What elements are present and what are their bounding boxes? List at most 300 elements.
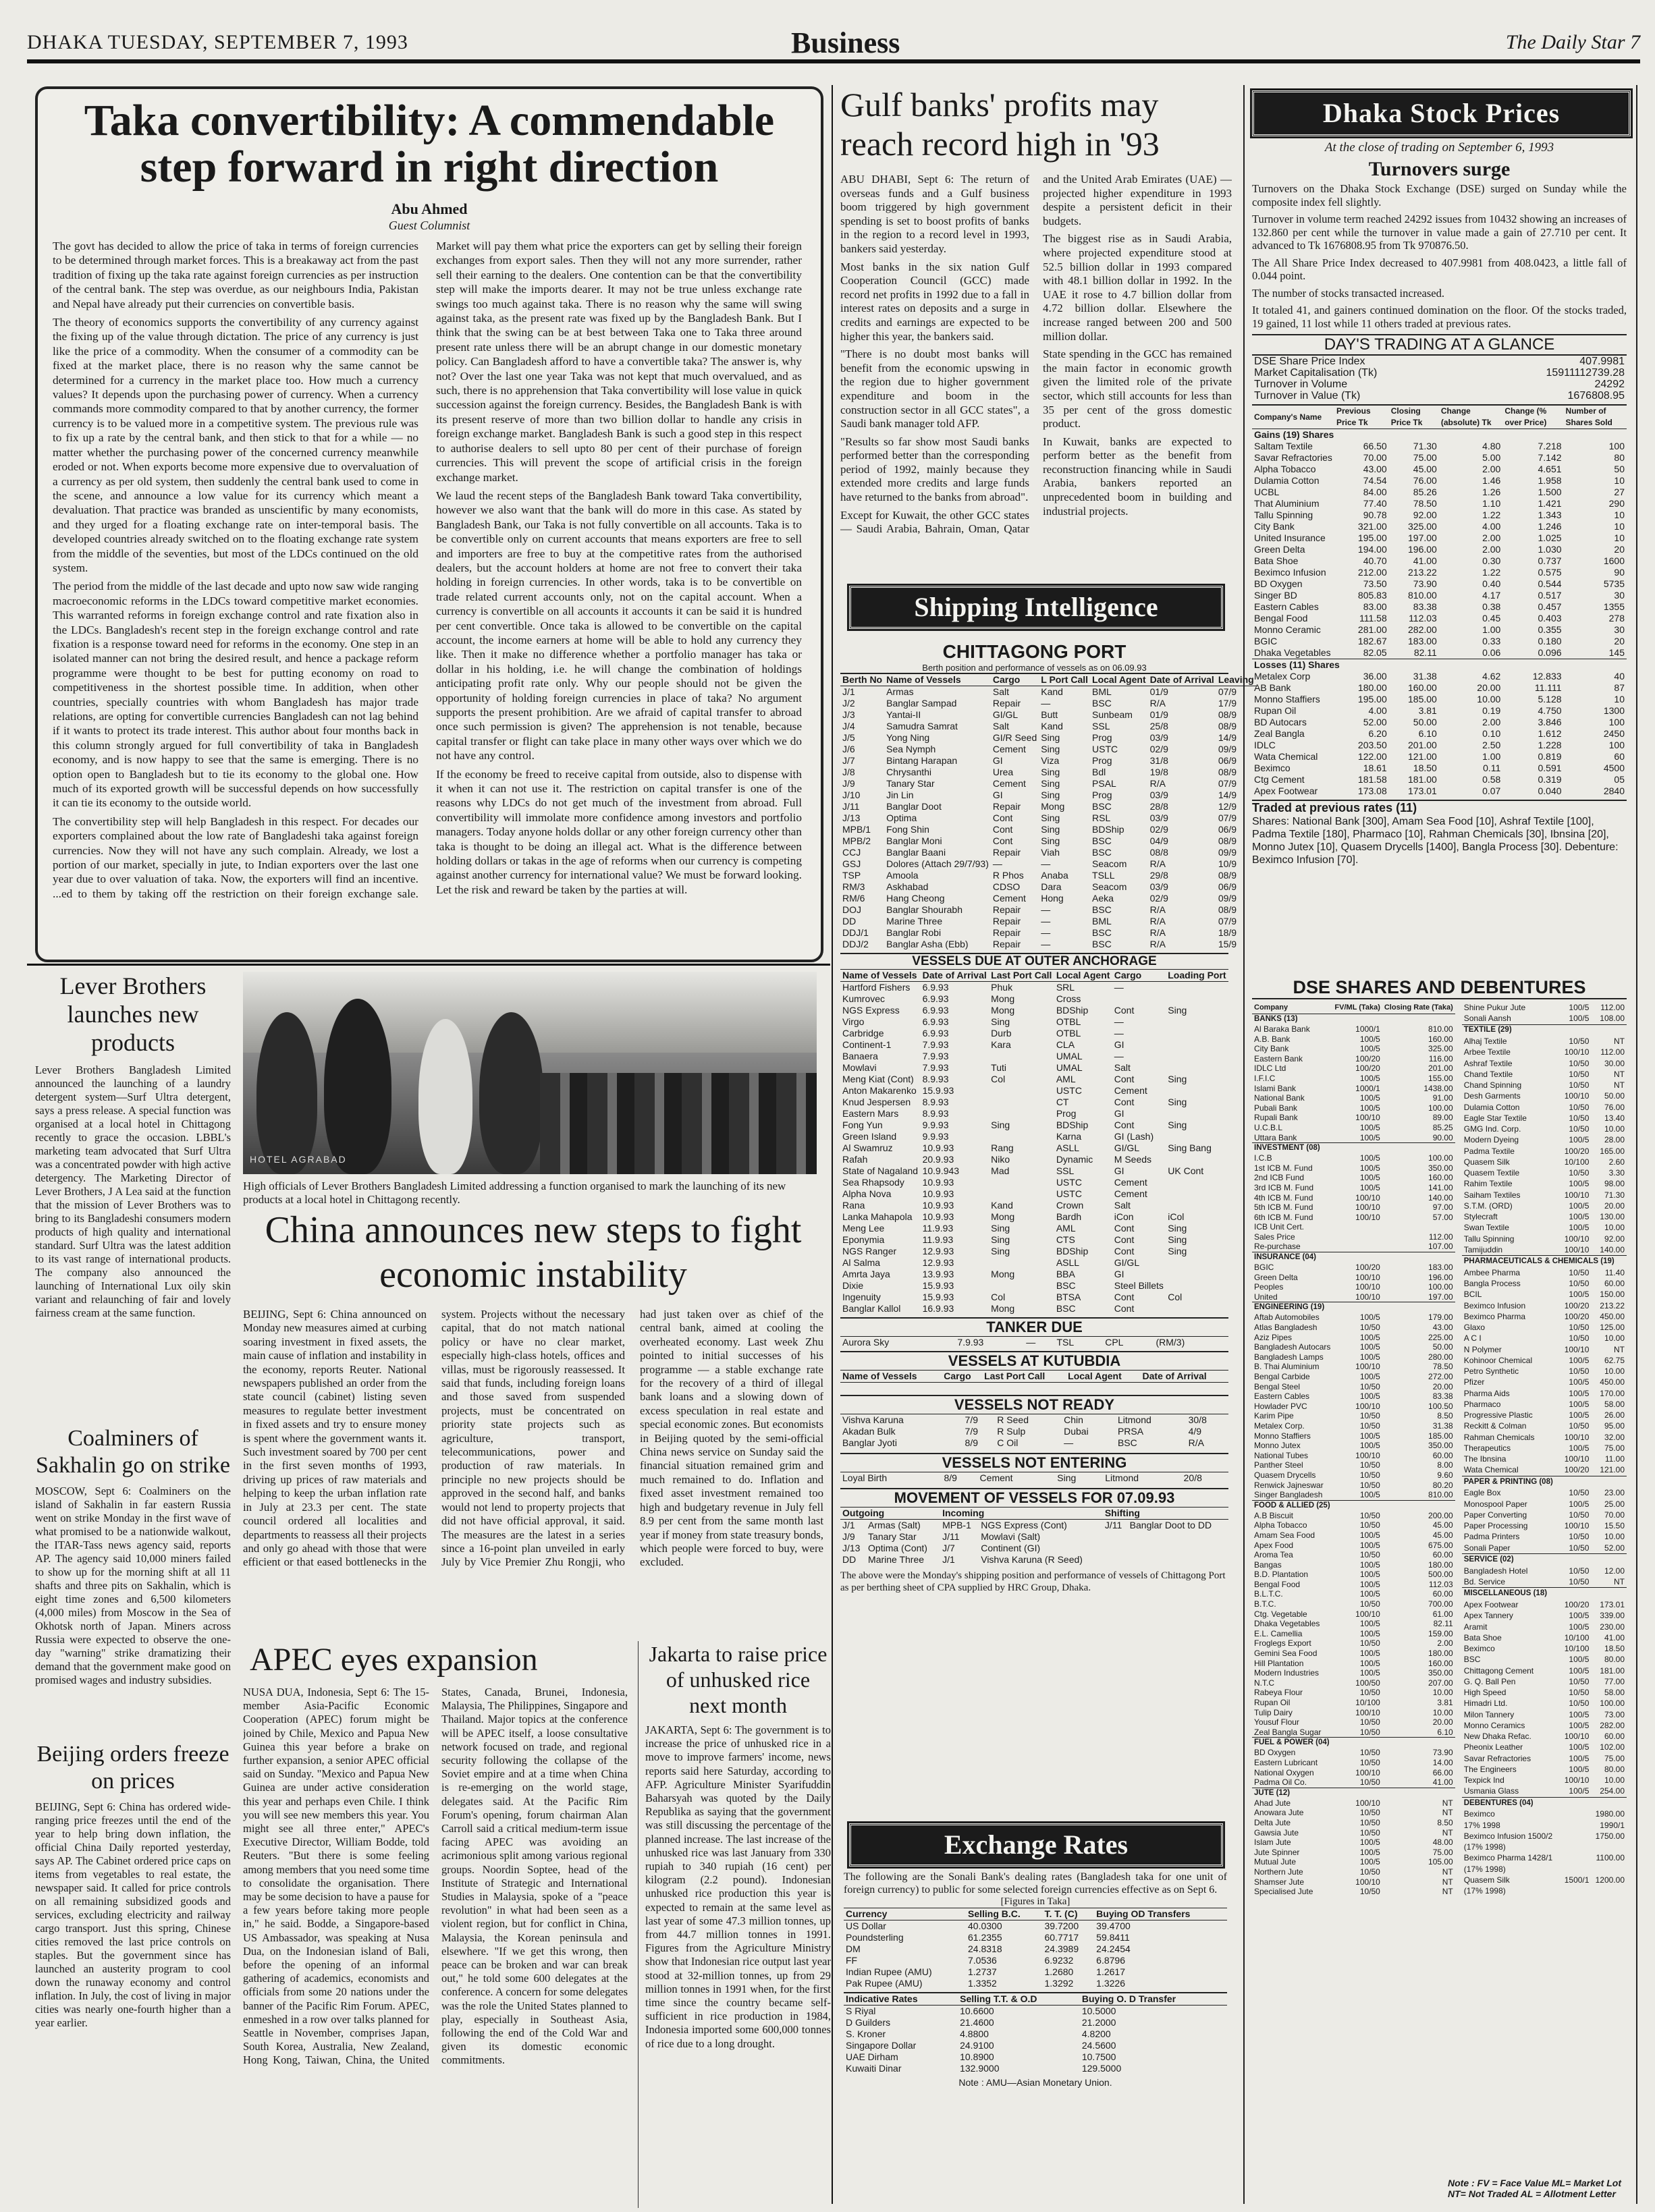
movement-title: MOVEMENT OF VESSELS FOR 07.09.93 <box>840 1488 1228 1507</box>
audience <box>540 1073 817 1174</box>
table-cell: 160.00 <box>1428 1173 1453 1183</box>
section-rule <box>27 964 830 966</box>
table-cell: 07/9 <box>1218 812 1237 823</box>
table-cell: J/9 <box>842 1531 855 1542</box>
table-cell: 100/5 <box>1569 1212 1590 1222</box>
table-cell: 100/20 <box>1564 1600 1590 1610</box>
table-cell: 100/5 <box>1359 1628 1380 1638</box>
table-cell: Repair <box>992 801 1021 812</box>
table-cell: CT <box>1056 1097 1069 1107</box>
table-cell: 05 <box>1614 774 1625 785</box>
table-row <box>1252 740 1627 751</box>
table-row <box>1252 1560 1455 1570</box>
table-cell: Banglar Doot to DD <box>1129 1520 1212 1530</box>
table-cell: New Dhaka Refac. <box>1463 1732 1531 1742</box>
table-cell: 08/9 <box>1218 870 1237 881</box>
table-cell: 18.50 <box>1604 1644 1625 1654</box>
table-cell: — <box>1114 982 1124 993</box>
table-cell: 107.00 <box>1428 1242 1453 1252</box>
table-cell: 100/5 <box>1569 1499 1590 1509</box>
table-cell: 810.00 <box>1428 1490 1453 1500</box>
table-cell: 15/9 <box>1218 939 1237 949</box>
table-row <box>840 847 1256 858</box>
table-cell: 0.33 <box>1482 636 1501 646</box>
table-row <box>1252 1717 1455 1727</box>
table-cell: National Tubes <box>1254 1450 1309 1460</box>
table-cell: Cont <box>1114 1119 1135 1130</box>
table-cell <box>1166 1039 1228 1051</box>
col-header: Company's Name <box>1252 405 1334 429</box>
table-cell: B.T.C. <box>1254 1599 1276 1609</box>
table-cell: Beximco Pharma 1428/1 <box>1463 1853 1553 1863</box>
table-row <box>840 1426 1228 1437</box>
dse-para: The number of stocks transacted increased. <box>1252 286 1444 300</box>
table-cell: 02/9 <box>1149 744 1168 754</box>
losses-title: Losses (11) Shares <box>1252 659 1627 671</box>
col-header: Currency <box>844 1908 966 1920</box>
table-cell: 40.0300 <box>968 1920 1002 1931</box>
table-cell: DD <box>842 916 857 927</box>
table-cell: 10/50 <box>1359 1717 1380 1727</box>
gulf-para: Except for Kuwait, the other GCC states — Saudi Arabia, Bahrain, Oman, Qatar and the United Arab Emirates (UAE) — projected higher expenditure in 1993 despite a persistent deficit in their budgets. <box>840 173 1232 536</box>
gulf-para: State spending in the GCC has remained the main factor in economic growth given the limited role of the private sector, which still accounts for less than 35 per cent of the gross domestic product. <box>1043 348 1232 431</box>
table-cell: 24.5600 <box>1081 2040 1116 2051</box>
table-cell: 181.58 <box>1357 774 1387 785</box>
taka-article <box>35 86 823 962</box>
table-cell: Salt <box>1114 1062 1131 1073</box>
table-cell: 04/9 <box>1149 835 1168 846</box>
table-row <box>840 1200 1228 1211</box>
table-cell: — <box>1041 858 1051 869</box>
table-cell: Ashraf Textile <box>1463 1058 1513 1068</box>
table-row <box>1462 1622 1627 1632</box>
table-cell: 85.25 <box>1432 1122 1453 1132</box>
table-cell: Fong Shin <box>886 824 929 835</box>
table-cell: AB Bank <box>1254 682 1291 693</box>
table-cell: 100/20 <box>1564 1465 1590 1475</box>
table-row <box>840 904 1256 916</box>
table-cell: 1st ICB M. Fund <box>1254 1163 1313 1173</box>
table-row <box>1252 1391 1455 1402</box>
table-cell: 41.00 <box>1604 1632 1625 1642</box>
table-cell: Beximco <box>1463 1644 1495 1654</box>
table-row <box>1462 1599 1627 1610</box>
table-cell: Quasem Drycells <box>1254 1470 1316 1480</box>
table-cell: 2450 <box>1603 728 1625 739</box>
table-cell: 30 <box>1614 590 1625 601</box>
table-cell <box>1166 1108 1228 1119</box>
table-cell: 10/50 <box>1359 1727 1380 1737</box>
table-row <box>1252 1530 1455 1541</box>
table-row <box>1252 1441 1455 1451</box>
table-cell: 10.00 <box>1432 1688 1453 1698</box>
table-cell: 31.38 <box>1413 671 1437 682</box>
table-cell: National Oxygen <box>1254 1767 1314 1777</box>
table-cell: 20 <box>1614 636 1625 646</box>
table-cell: 10/50 <box>1359 1777 1380 1788</box>
table-cell: 0.40 <box>1482 578 1501 589</box>
table-row <box>1252 1490 1455 1500</box>
table-cell: 141.00 <box>1428 1182 1453 1192</box>
table-cell: 100/10 <box>1564 1775 1590 1786</box>
table-cell: 100/5 <box>1359 1103 1380 1113</box>
table-row <box>1252 356 1627 367</box>
table-cell: 45.00 <box>1432 1530 1453 1540</box>
table-cell: 77.00 <box>1604 1676 1625 1686</box>
table-cell <box>1591 1864 1627 1875</box>
table-cell: Cont <box>1114 1223 1135 1234</box>
table-cell: 10/50 <box>1359 1381 1380 1391</box>
table-cell: 4.651 <box>1538 464 1562 474</box>
table-cell: Sing <box>1041 767 1060 777</box>
section-header-row <box>1252 1500 1455 1511</box>
table-cell <box>1103 1543 1128 1554</box>
table-cell: Meng Kiat (Cont) <box>842 1074 914 1084</box>
table-cell: 100/10 <box>1355 1362 1380 1372</box>
table-cell: 100/5 <box>1359 1490 1380 1500</box>
table-cell: Mong <box>991 1211 1015 1222</box>
table-cell: 03/9 <box>1149 812 1168 823</box>
table-cell: 18.50 <box>1413 763 1437 773</box>
table-row <box>840 870 1256 881</box>
table-cell: 52.00 <box>1363 717 1387 727</box>
table-cell: Dubai <box>1064 1426 1089 1437</box>
table-cell: 100/10 <box>1355 1113 1380 1123</box>
exchange-banner: Exchange Rates <box>849 1823 1223 1867</box>
table-cell: 4.62 <box>1482 671 1501 682</box>
table-cell: Sing <box>1041 835 1060 846</box>
taka-para: The convertibility step will help Bangladesh in this respect. For decades our exporters complained about the low rate of Bangladeshi taka against foreign currencies. Now they will not have any such complain. Already, we lost a portion of our market, specially in jute, to Indian exporters over the last one year due to over valuation of taka. Now, the exporters will find an incentive. ...ed to them by taking off the restriction on their foreign exchange sale. Market will pay them what price the exporters can get by selling their foreign exchanges from export sales. Then they will not any more surrender, rather sell their earning to the dealers. One contention can be that the convertibility step will make the imports dearer. It may not be true unless exchange rate swings too much against taka. There is no reason why the same will swing against taka, as the present rate was fixed up by the Bangladesh Bank. But I think that the swing can be at best between Taka one to Taka three around present rate unless there will be an abrupt change in our domestic monetary policy. Can Bangladesh afford to have a convertible taka? The answer is, why not? Over the last one year Taka was not kept that much overvalued, and as such, there is no apprehension that Taka convertibility will lose value in quick succession against the foreign currency. Besides, the Bangladesh Bank is with its present reserve of more than two billion dollar to handle any crisis in foreign exchange market. Bangladesh Bank is such a good step in this respect to authorise dealers to sell upto 80 per cent of their purchase of foreign currencies. This will prevent the scope of artificial crisis in the foreign exchange market. <box>53 240 802 900</box>
table-row <box>840 1257 1228 1269</box>
table-cell: 100/5 <box>1569 1720 1590 1730</box>
col-header: Local Agent <box>1090 674 1148 686</box>
table-cell: Shine Pukur Jute <box>1463 1002 1526 1012</box>
table-cell: 3.81 <box>1418 705 1437 716</box>
table-cell: 70.00 <box>1363 452 1387 463</box>
table-cell: J/11 <box>1104 1520 1122 1530</box>
table-cell: Armas <box>886 686 914 697</box>
table-cell: Yousuf Flour <box>1254 1717 1299 1727</box>
table-cell: 4.8200 <box>1081 2028 1111 2039</box>
table-cell: 20.00 <box>1432 1717 1453 1727</box>
table-row <box>1462 1875 1627 1885</box>
table-cell: Saiham Textiles <box>1463 1190 1521 1200</box>
col-header: Loading Port <box>1166 970 1228 982</box>
table-cell: 48.00 <box>1432 1837 1453 1848</box>
table-cell: 74.54 <box>1363 475 1387 486</box>
table-cell: 10/50 <box>1359 1757 1380 1767</box>
table-cell: Aftab Automobiles <box>1254 1312 1320 1323</box>
col-header: Shifting <box>1103 1508 1228 1520</box>
table-cell: Pharma Aids <box>1463 1388 1510 1398</box>
taka-para: We laud the recent steps of the Bangladesh Bank toward Taka convertibility, however we also want that the bank will do more in this case. As stated by Bangladesh Bank, our Taka is not fully convertible on all accounts. Taka is to be convertible only on current accounts that means exporters are free to sell and importers are free to buy at the competitive rates from the authorised dealers, but the account holders at home are not free to convert their taka holding in foreign currencies. In other words, taka is to be convertible on trade related current accounts only, not on the capital account. When a currency is convertible on all accounts it accounts it can be said it is hundred per cent convertible. Once taka is allowed to be convertible on the capital account, the income earners at home will be able to hold any currency they like. Then it make no difference whether a portfolio manager has taka or dollar in his holding, i.e. he will change the combination of holdings anticipating profit rate only. Why our people should not be given the opportunity of holding foreign currencies in place of taka? No argument supports the present prohibition. Are we afraid of capital transfer to abroad once such permission is given? The apprehension is not tenable, because capital transfer or flight can take place in many other ways over which we do not have any control. <box>436 489 802 763</box>
table-cell: R Seed <box>997 1414 1029 1425</box>
table-cell: Cont <box>992 835 1013 846</box>
table-row <box>1462 1311 1627 1322</box>
table-cell: GI <box>1114 1108 1124 1119</box>
table-cell: Bangladesh Lamps <box>1254 1352 1324 1362</box>
table-cell: 6.20 <box>1368 728 1387 739</box>
photo-caption: High officials of Lever Brothers Bangladesh Limited addressing a function organised to mark the launching of its new products at a local hotel in Chittagong recently. <box>243 1180 786 1206</box>
table-cell: Kuwaiti Dinar <box>846 2063 902 2074</box>
table-cell: 0.30 <box>1482 555 1501 566</box>
table-cell: TEXTILE (29) <box>1462 1024 1627 1036</box>
table-row <box>1462 1091 1627 1102</box>
table-cell <box>1166 1280 1228 1292</box>
table-cell: 10/50 <box>1569 1421 1590 1431</box>
table-cell: Pfizer <box>1463 1377 1485 1387</box>
table-cell: J/13 <box>842 1543 861 1553</box>
table-cell: 185.00 <box>1428 1431 1453 1441</box>
table-row <box>1252 509 1627 521</box>
table-cell: 10 <box>1614 694 1625 704</box>
table-cell: Uttara Bank <box>1254 1132 1297 1142</box>
shares-right-table <box>1462 1002 1627 1897</box>
table-cell: 6.9.93 <box>922 1016 949 1027</box>
table-row <box>840 881 1256 893</box>
table-cell: Alpha Tobacco <box>1254 464 1316 474</box>
table-cell: 100/10 <box>1355 1202 1380 1213</box>
table-cell: Bangla Process <box>1463 1279 1521 1289</box>
table-row <box>1462 1322 1627 1333</box>
table-cell: 100/5 <box>1359 1173 1380 1183</box>
table-cell: Eastern Lubricant <box>1254 1757 1318 1767</box>
table-cell: Samudra Samrat <box>886 721 958 731</box>
table-cell <box>1561 1853 1591 1864</box>
table-cell: 90.78 <box>1363 509 1387 520</box>
table-cell: Rupali Bank <box>1254 1113 1298 1123</box>
table-cell: Vishva Karuna (R Seed) <box>981 1554 1083 1565</box>
table-cell <box>1561 1820 1591 1831</box>
table-cell: Bengal Food <box>1254 1579 1301 1589</box>
coal-body: MOSCOW, Sept 6: Coalminers on the island of Sakhalin in far eastern Russia went on strike Monday in the first wave of what promised to be a nationwide walkout, the ITAR-Tass news agency said, reports AP. The agency said 10,000 miners failed to show up for the morning shift at all 11 shafts and three pits on Sakhalin, which is eight time zones and 6,500 kilometers (4,000 miles) from Moscow in the Sea of Okhotsk north of Japan. Miners across Russia were expected to observe the one-day "warning" strike dramatizing their demand that the government make good on promised wages and industry subsidies. <box>35 1485 231 1686</box>
table-cell: 100/10 <box>1355 1282 1380 1292</box>
table-cell: Salt <box>1114 1200 1131 1211</box>
table-cell: Rahim Textile <box>1463 1179 1513 1189</box>
table-cell: J/11 <box>842 801 860 812</box>
table-cell: 6.9.93 <box>922 1005 949 1016</box>
table-cell: Sunbeam <box>1092 709 1133 720</box>
table-cell: BML <box>1092 916 1112 927</box>
table-cell: Cement <box>992 744 1026 754</box>
table-cell: 1.612 <box>1538 728 1562 739</box>
table-cell: 2840 <box>1603 785 1625 796</box>
table-cell: 100/5 <box>1569 1377 1590 1387</box>
table-cell: 450.00 <box>1600 1311 1625 1321</box>
table-cell: Hartford Fishers <box>842 982 911 993</box>
table-cell: 73.90 <box>1413 578 1437 589</box>
table-row <box>1462 1388 1627 1399</box>
col-header: T. T. (C) <box>1043 1908 1095 1920</box>
table-cell: — <box>1114 1016 1124 1027</box>
table-cell: 10.9.93 <box>922 1142 954 1153</box>
table-cell: 25.00 <box>1604 1499 1625 1509</box>
table-cell: 213.22 <box>1600 1300 1625 1310</box>
table-cell: Prog <box>1056 1108 1077 1119</box>
table-row <box>1252 1638 1455 1649</box>
table-cell: IDLC Ltd <box>1254 1063 1286 1074</box>
table-cell: 122.00 <box>1357 751 1387 762</box>
table-cell: Litmond <box>1117 1414 1151 1425</box>
table-cell: 20.00 <box>1432 1381 1453 1391</box>
table-cell <box>1166 982 1228 994</box>
table-cell: BCIL <box>1463 1290 1482 1300</box>
table-cell: Hill Plantation <box>1254 1658 1304 1668</box>
table-cell: N Polymer <box>1463 1344 1502 1354</box>
table-cell: BGIC <box>1254 1263 1274 1273</box>
table-cell: 78.50 <box>1432 1362 1453 1372</box>
table-cell: Rafah <box>842 1154 868 1165</box>
china-article <box>243 1208 823 1672</box>
table-cell: 10/50 <box>1569 1688 1590 1698</box>
table-cell: Islami Bank <box>1254 1083 1297 1093</box>
table-cell: 112.00 <box>1428 1232 1453 1242</box>
dse-price-table <box>1252 404 1627 797</box>
table-cell: The Engineers <box>1463 1764 1517 1774</box>
col-header: Local Agent <box>1066 1371 1140 1383</box>
table-cell: 100 <box>1608 717 1625 727</box>
table-row <box>1252 1589 1455 1599</box>
table-cell: 20/8 <box>1183 1472 1202 1483</box>
table-cell: Metalex Corp <box>1254 671 1311 682</box>
notready-table <box>840 1414 1228 1449</box>
dse-para: Turnover in volume term reached 24292 issues from 10432 showing an increases of 132.860 per cent while the turnover in value made a gain of 27.710 per cent. It advanced to Tk 1676808.95 from Tk 970876.50. <box>1252 213 1627 252</box>
shares-note: Note : FV = Face Value ML= Market Lot NT= Not Traded AL = Allotment Letter <box>1448 2178 1621 2199</box>
table-cell: Banglar Kallol <box>842 1303 901 1314</box>
table-cell: DDJ/1 <box>842 927 869 938</box>
table-cell: 7.142 <box>1538 452 1562 463</box>
table-cell: 08/8 <box>1149 847 1168 858</box>
table-cell: Shamser Jute <box>1254 1877 1305 1887</box>
table-cell: Anton Makarenko <box>842 1085 917 1096</box>
table-cell: BSC <box>1056 1303 1076 1314</box>
table-cell: 5.00 <box>1482 452 1501 463</box>
table-cell: Virgo <box>842 1016 865 1027</box>
table-cell: Banglar Doot <box>886 801 942 812</box>
table-row <box>1252 1580 1455 1590</box>
table-row <box>844 1955 1227 1966</box>
table-cell: 10/50 <box>1569 1366 1590 1377</box>
table-cell: Ahad Jute <box>1254 1798 1291 1808</box>
dse-header <box>1252 405 1627 429</box>
table-cell: 100/10 <box>1564 1091 1590 1101</box>
table-cell: Bangladesh Hotel <box>1463 1566 1528 1576</box>
table-cell: Gemini Sea Food <box>1254 1649 1318 1659</box>
table-row <box>1252 1511 1455 1521</box>
table-row <box>844 1920 1227 1933</box>
table-cell <box>1166 1269 1228 1280</box>
table-cell: 100/10 <box>1355 1609 1380 1619</box>
table-cell <box>989 1131 1054 1142</box>
table-cell: 03/9 <box>1149 732 1168 743</box>
table-cell: Zeal Bangla Sugar <box>1254 1727 1322 1737</box>
table-cell: Banglar Asha (Ebb) <box>886 939 969 949</box>
table-cell: 8.9.93 <box>922 1074 949 1084</box>
table-row <box>840 1142 1228 1154</box>
table-cell: Bata Shoe <box>1254 555 1299 566</box>
table-cell: 281.00 <box>1357 624 1387 635</box>
table-cell: 100/5 <box>1569 1622 1590 1632</box>
table-row <box>840 1016 1228 1028</box>
table-cell: FUEL & POWER (04) <box>1252 1738 1455 1748</box>
table-row <box>1252 1292 1455 1302</box>
table-cell: Apex Food <box>1254 1540 1294 1550</box>
col-header: Buying O. D Transfer <box>1080 1993 1227 2006</box>
table-cell: 10/50 <box>1569 1566 1590 1576</box>
table-cell: 12.833 <box>1532 671 1562 682</box>
table-cell: R/A <box>1149 778 1166 789</box>
table-cell: Sing <box>991 1016 1010 1027</box>
table-cell: Bdl <box>1092 767 1106 777</box>
table-row <box>1252 636 1627 647</box>
table-cell: 28/8 <box>1149 801 1168 812</box>
table-cell: 100/5 <box>1359 1540 1380 1550</box>
table-cell: 1.22 <box>1482 567 1501 578</box>
table-row <box>1252 1421 1455 1431</box>
table-cell: Quasem Silk <box>1463 1157 1510 1167</box>
table-cell: 60.00 <box>1432 1550 1453 1560</box>
table-row <box>1252 1808 1455 1818</box>
table-cell: 0.19 <box>1482 705 1501 716</box>
table-row <box>1462 1566 1627 1576</box>
table-cell: MPB-1 <box>942 1520 971 1530</box>
table-cell: 10/100 <box>1564 1157 1590 1167</box>
table-row <box>840 1280 1228 1292</box>
table-cell: NGS Ranger <box>842 1246 897 1256</box>
table-cell: 100/5 <box>1359 1182 1380 1192</box>
table-cell: Poundsterling <box>846 1932 904 1943</box>
table-cell: Dhaka Vegetables <box>1254 1619 1320 1629</box>
table-cell: 18.61 <box>1363 763 1387 773</box>
table-cell <box>1166 1062 1228 1074</box>
table-cell: Beximco Infusion 1500/2 <box>1463 1831 1553 1841</box>
table-cell: Repair <box>992 847 1021 858</box>
table-cell: Al Baraka Bank <box>1254 1024 1310 1034</box>
col-header: Last Port Call <box>989 970 1054 982</box>
table-cell: 5735 <box>1603 578 1625 589</box>
gains-title-row <box>1252 429 1627 441</box>
table-row <box>1252 1818 1455 1828</box>
col-header: Name of Vessels <box>840 1371 942 1383</box>
table-cell: 1990/1 <box>1600 1820 1625 1830</box>
table-cell: 100/5 <box>1359 1034 1380 1044</box>
table-cell: 14/9 <box>1218 732 1237 743</box>
table-cell: 10/50 <box>1359 1411 1380 1421</box>
table-cell: 1000/1 <box>1355 1083 1380 1093</box>
table-cell: 321.00 <box>1357 521 1387 532</box>
table-row <box>840 1223 1228 1234</box>
table-cell <box>989 1188 1054 1200</box>
table-cell: 6.10 <box>1437 1727 1453 1737</box>
table-cell: — <box>1041 698 1051 709</box>
table-cell: Sing <box>1041 790 1060 800</box>
col-header: Number of Shares Sold <box>1564 405 1627 429</box>
table-row <box>1252 1698 1455 1708</box>
table-row <box>1462 1300 1627 1311</box>
table-cell: DM <box>846 1943 861 1954</box>
table-cell: Monno Staffiers <box>1254 1431 1311 1441</box>
table-cell: J/7 <box>942 1543 955 1553</box>
table-row <box>1462 1146 1627 1157</box>
table-cell: 10/50 <box>1359 1808 1380 1818</box>
table-cell: 12/9 <box>1218 801 1237 812</box>
table-row <box>1462 1080 1627 1090</box>
table-cell: 230.00 <box>1600 1622 1625 1632</box>
table-cell: 25/8 <box>1149 721 1168 731</box>
table-cell: Eastern Mars <box>842 1108 899 1119</box>
table-cell: 180.00 <box>1428 1559 1453 1570</box>
table-cell: Therapeutics <box>1463 1443 1511 1453</box>
